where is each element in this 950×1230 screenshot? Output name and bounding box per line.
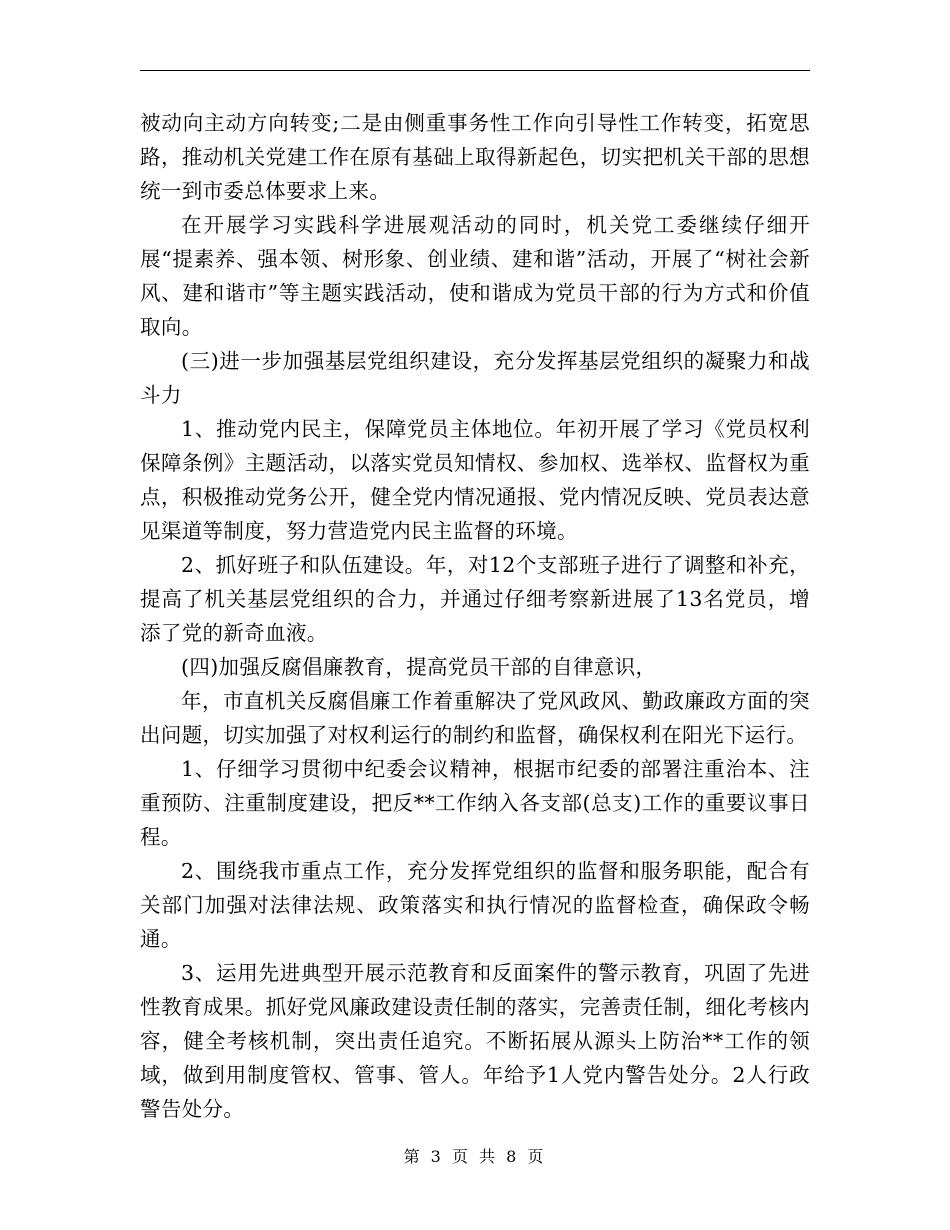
- section-heading-4: (四)加强反腐倡廉教育，提高党员干部的自律意识，: [181, 655, 657, 679]
- paragraph-supervision: 2、围绕我市重点工作，充分发挥党组织的监督和服务职能，配合有关部门加强对法律法规、政策落实和执行情况的监督检查，确保政令畅通。: [140, 859, 810, 951]
- header-rule: [140, 70, 810, 71]
- paragraph-team-building: 2、抓好班子和队伍建设。年，对12个支部班子进行了调整和补充，提高了机关基层党组织的合力，并通过仔细考察新进展了13名党员，增添了党的新奇血液。: [140, 553, 810, 645]
- page-number: 第 3 页 共 8 页: [403, 1147, 547, 1166]
- section-heading-3: (三)进一步加强基层党组织建设，充分发挥基层党组织的凝聚力和战斗力: [140, 349, 810, 407]
- paragraph-practice-activities: 在开展学习实践科学进展观活动的同时，机关党工委继续仔细开展“提素养、强本领、树形象、创业绩、建和谐”活动，开展了“树社会新风、建和谐市”等主题实践活动，使和谐成为党员干部的行为方式和价值取向。: [140, 213, 810, 339]
- paragraph-warning-education: 3、运用先进典型开展示范教育和反面案件的警示教育，巩固了先进性教育成果。抓好党风廉政建设责任制的落实，完善责任制，细化考核内容，健全考核机制，突出责任追究。不断拓展从源头上防治**工作的领域，做到用制度管权、管事、管人。年给予1人党内警告处分。2人行政警告处分。: [140, 961, 810, 1121]
- paragraph-anti-corruption-overview: 年，市直机关反腐倡廉工作着重解决了党风政风、勤政廉政方面的突出问题，切实加强了对权利运行的制约和监督，确保权利在阳光下运行。: [140, 689, 810, 747]
- paragraph-discipline-meeting: 1、仔细学习贯彻中纪委会议精神，根据市纪委的部署注重治本、注重预防、注重制度建设，把反**工作纳入各支部(总支)工作的重要议事日程。: [140, 757, 810, 849]
- paragraph-inner-party-democracy: 1、推动党内民主，保障党员主体地位。年初开展了学习《党员权利保障条例》主题活动，以落实党员知情权、参加权、选举权、监督权为重点，积极推动党务公开，健全党内情况通报、党内情况反映、党员表达意见渠道等制度，努力营造党内民主监督的环境。: [140, 417, 810, 543]
- paragraph-continuation: 被动向主动方向转变;二是由侧重事务性工作向引导性工作转变，拓宽思路，推动机关党建工作在原有基础上取得新起色，切实把机关干部的思想统一到市委总体要求上来。: [140, 111, 810, 203]
- document-body: [140, 106, 810, 1126]
